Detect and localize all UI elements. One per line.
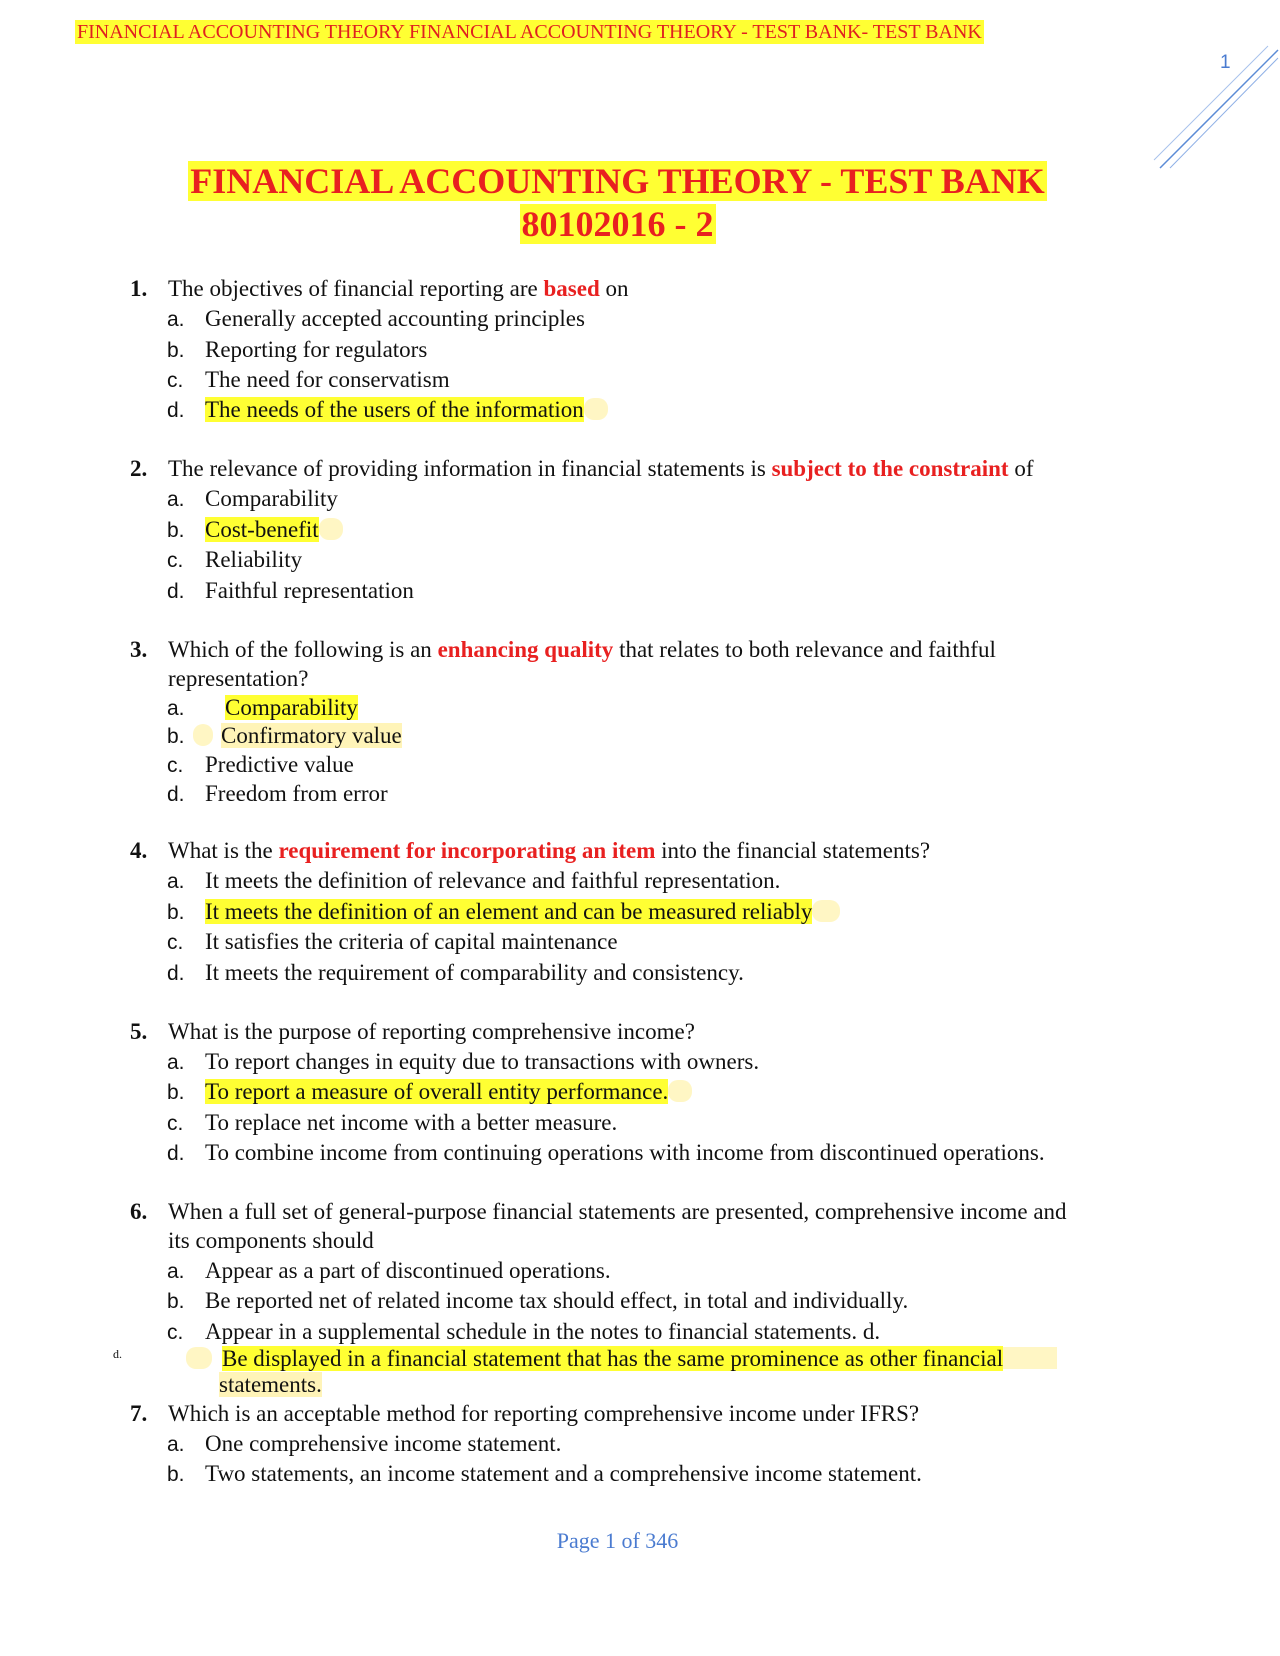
page-number: 1 — [1220, 52, 1231, 73]
option-6a: a. Appear as a part of discontinued operations. — [167, 1258, 611, 1283]
option-1d: d. The needs of the users of the information — [167, 395, 608, 425]
option-4a: a. It meets the definition of relevance and faithful representation. — [167, 868, 781, 893]
option-5a: a. To report changes in equity due to transactions with owners. — [167, 1049, 760, 1074]
option-5d: d. To combine income from continuing operations with income from discontinued operations. — [167, 1140, 1045, 1165]
option-2b: b. Cost-benefit — [167, 515, 343, 545]
answer-highlight: It meets the definition of an element and can be measured reliably — [205, 899, 813, 924]
answer-highlight: To report a measure of overall entity performance. — [205, 1079, 669, 1104]
question-1: 1. The objectives of financial reporting are based on — [130, 276, 629, 301]
option-6b: b. Be reported net of related income tax should effect, in total and individually. — [167, 1288, 909, 1313]
answer-highlight: Cost-benefit — [205, 517, 319, 542]
option-5c: c. To replace net income with a better measure. — [167, 1110, 618, 1135]
option-2c: c. Reliability — [167, 547, 303, 572]
option-7b: b. Two statements, an income statement and a comprehensive income statement. — [167, 1461, 922, 1486]
question-3-continued: representation? — [168, 666, 309, 691]
option-1a: a. Generally accepted accounting principles — [167, 306, 585, 331]
page-subtitle: 80102016 - 2 — [521, 204, 714, 244]
question-2: 2. The relevance of providing information in financial statements is subject to the constraint of — [130, 456, 1034, 481]
option-6d-continued: statements. — [219, 1372, 322, 1397]
answer-highlight: The needs of the users of the information — [205, 397, 584, 422]
option-6c: c. Appear in a supplemental schedule in the notes to financial statements. d. — [167, 1319, 881, 1344]
option-2d: d. Faithful representation — [167, 578, 414, 603]
answer-highlight: Be displayed in a financial statement that has the same prominence as other financial — [222, 1346, 1004, 1371]
option-3b: b. Confirmatory value — [167, 723, 402, 748]
corner-decoration — [1150, 40, 1280, 170]
page-footer: Page 1 of 346 — [556, 1528, 679, 1553]
option-5b: b. To report a measure of overall entity performance. — [167, 1077, 692, 1107]
answer-highlight: Confirmatory value — [221, 723, 402, 748]
question-6: 6. When a full set of general-purpose financial statements are presented, comprehensive income and — [130, 1199, 1067, 1224]
option-3c: c. Predictive value — [167, 752, 354, 777]
option-6d — [186, 1344, 1057, 1373]
option-7a: a. One comprehensive income statement. — [167, 1431, 562, 1456]
option-1c: c. The need for conservatism — [167, 367, 450, 392]
option-4b: b. It meets the definition of an element and can be measured reliably — [167, 897, 840, 927]
page-title: FINANCIAL ACCOUNTING THEORY - TEST BANK — [190, 161, 1045, 201]
question-5: 5. What is the purpose of reporting comprehensive income? — [130, 1019, 695, 1044]
question-4: 4. What is the requirement for incorporating an item into the financial statements? — [130, 838, 931, 863]
option-3a: a. Comparability — [167, 695, 358, 720]
question-6-continued: its components should — [168, 1228, 374, 1253]
option-1b: b. Reporting for regulators — [167, 337, 428, 362]
question-7: 7. Which is an acceptable method for reporting comprehensive income under IFRS? — [130, 1401, 920, 1426]
option-4d: d. It meets the requirement of comparability and consistency. — [167, 960, 744, 985]
header-banner: FINANCIAL ACCOUNTING THEORY FINANCIAL ACCOUNTING THEORY - TEST BANK- TEST BANK — [77, 21, 982, 43]
option-2a: a. Comparability — [167, 486, 338, 511]
answer-highlight: Comparability — [225, 695, 358, 720]
option-3d: d. Freedom from error — [167, 781, 388, 806]
option-6d-letter: d. — [113, 1347, 122, 1361]
question-3: 3. Which of the following is an enhancing quality that relates to both relevance and faithful — [130, 637, 996, 662]
option-4c: c. It satisfies the criteria of capital maintenance — [167, 929, 618, 954]
